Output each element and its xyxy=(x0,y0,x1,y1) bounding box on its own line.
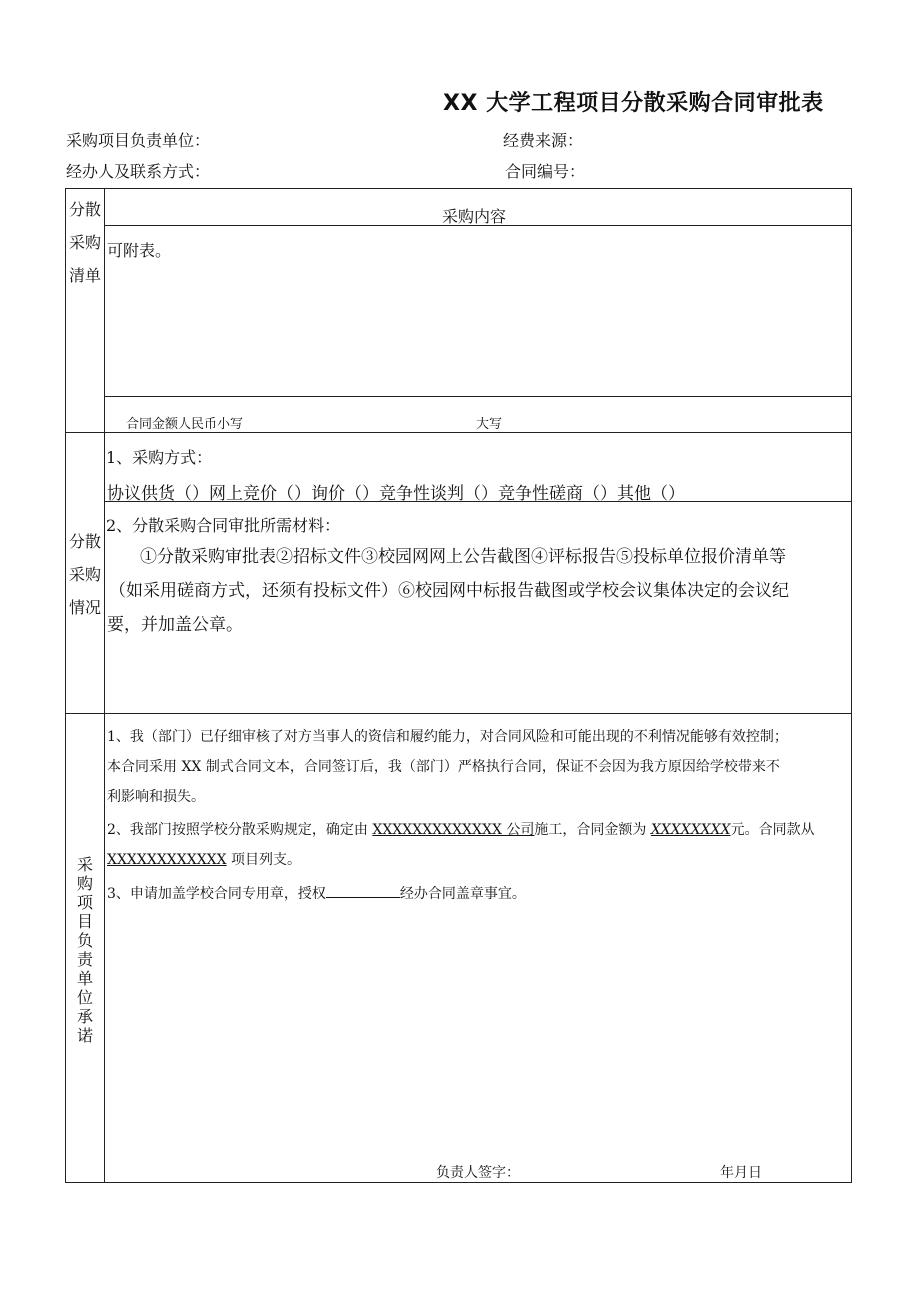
materials-line-2: （如采用磋商方式，还须有投标文件）⑥校园网中标报告截图或学校会议集体决定的会议纪 xyxy=(109,581,789,601)
section2-side-label: 分散 采购 情况 xyxy=(68,532,101,617)
commitment-3 xyxy=(107,879,526,909)
section1-side-label: 分散 采购 清单 xyxy=(68,200,101,285)
funding-label: 经费来源： xyxy=(503,131,584,150)
commitment-3-prefix: 3、申请加盖学校合同专用章，授权 xyxy=(107,886,326,902)
materials-line-3: 要，并加盖公章。 xyxy=(107,615,243,635)
date-label: 年月日 xyxy=(720,1165,762,1181)
procurement-method-options: 协议供货（）网上竞价（）询价（）竞争性谈判（）竞争性磋商（）其他（） xyxy=(107,484,685,504)
unit-label: 采购项目负责单位： xyxy=(66,131,211,150)
content-note: 可附表。 xyxy=(107,241,172,260)
commitment-2-line-1 xyxy=(107,815,815,845)
commitment-3-suffix: 经办合同盖章事宜。 xyxy=(399,886,526,902)
commitment-2-end: 项目列支。 xyxy=(226,852,302,868)
funding-project: XXXXXXXXXXXX xyxy=(107,852,227,868)
commitment-2-mid: 施工，合同金额为 xyxy=(534,822,651,838)
commitment-1-line-2: 本合同采用 XX 制式合同文本，合同签订后，我（部门）严格执行合同，保证不会因为我方原因给学校带来不 xyxy=(107,759,780,775)
contract-amount: XXXXXXXX xyxy=(650,822,731,838)
materials-line-1: ①分散采购审批表②招标文件③校园网网上公告截图④评标报告⑤投标单位报价清单等 xyxy=(140,547,786,567)
section3-side-label: 采购项目负责单位承诺 xyxy=(77,855,94,1045)
procurement-method-title: 1、采购方式： xyxy=(106,448,213,467)
materials-title: 2、分散采购合同审批所需材料： xyxy=(106,516,341,535)
handler-label: 经办人及联系方式： xyxy=(66,162,211,181)
commitment-1-line-1: 1、我（部门）已仔细审核了对方当事人的资信和履约能力，对合同风险和可能出现的不利情况能够有效控制； xyxy=(107,729,788,745)
authorized-person-blank xyxy=(326,883,400,898)
commitment-2-line-2 xyxy=(107,845,301,875)
content-header: 采购内容 xyxy=(442,207,507,226)
document-title: XX 大学工程项目分散采购合同审批表 xyxy=(443,91,824,116)
commitment-2-suffix: 元。合同款从 xyxy=(730,822,815,838)
amount-uppercase-label: 大写 xyxy=(476,417,503,432)
commitment-1-line-3: 利影响和损失。 xyxy=(107,789,205,805)
commitment-2-prefix: 2、我部门按照学校分散采购规定，确定由 xyxy=(107,822,373,838)
contract-number-label: 合同编号： xyxy=(505,162,586,181)
contractor-company: XXXXXXXXXXXXX 公司 xyxy=(372,822,535,838)
amount-lowercase-label: 合同金额人民币小写 xyxy=(126,417,244,432)
signature-label: 负责人签字： xyxy=(436,1165,520,1181)
